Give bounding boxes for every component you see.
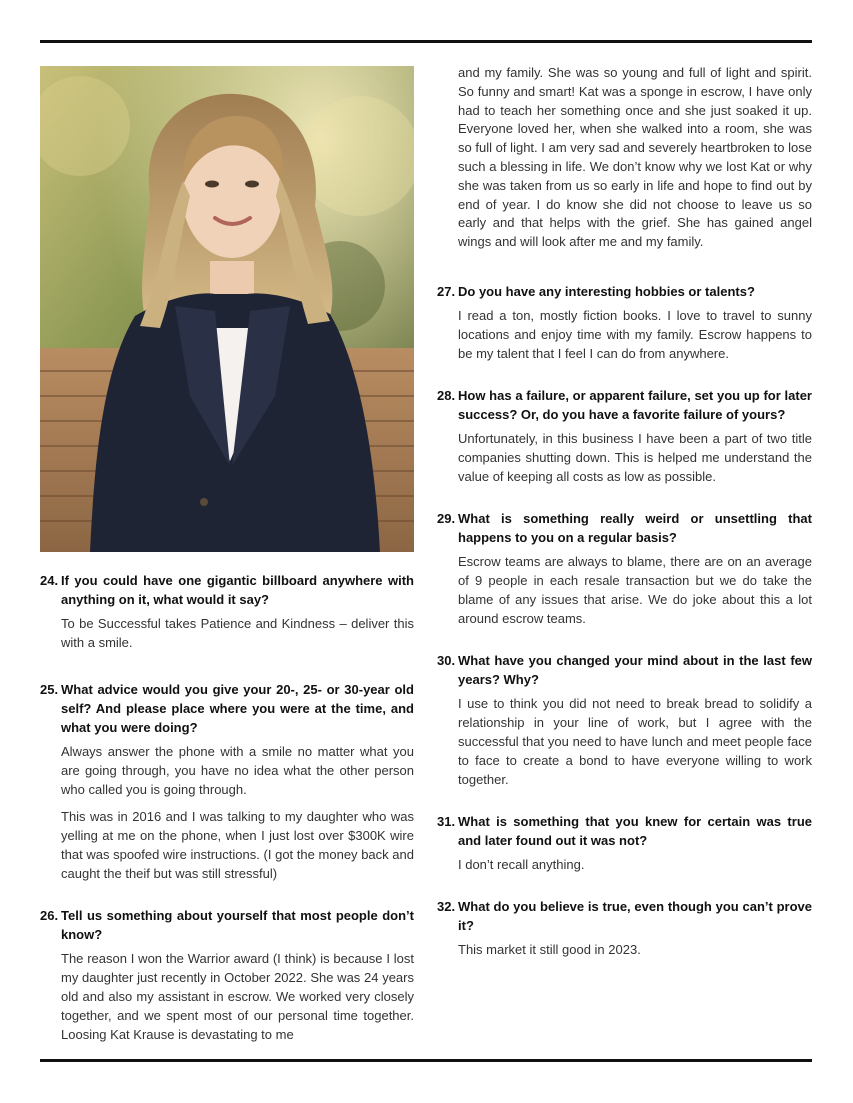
- qa-item-27: [437, 282, 812, 363]
- question-number: 29.: [437, 510, 456, 526]
- question-number: 24.: [40, 573, 59, 588]
- question-text: What do you believe is true, even though you can’t prove it?: [458, 898, 812, 933]
- answer-text: Always answer the phone with a smile no matter what you are going through, you have no idea what the other person who called you is going through.: [61, 744, 414, 797]
- bottom-rule: [40, 1059, 812, 1062]
- answer-text: This was in 2016 and I was talking to my daughter who was yelling at me on the phone, when I just lost over $300K wire that was spoofed wire instructions. (I got the money back and caught the theif but was still stressful): [61, 809, 414, 881]
- right-column: [437, 64, 812, 982]
- question-text: How has a failure, or apparent failure, set you up for later success? Or, do you have a favorite failure of yours?: [458, 387, 812, 422]
- question-25: [40, 680, 414, 737]
- question-number: 32.: [437, 898, 456, 914]
- question-number: 25.: [40, 682, 59, 697]
- qa-item-25: [40, 680, 414, 883]
- question-text: What is something really weird or unsettling that happens to you on a regular basis?: [458, 510, 812, 545]
- answer-text: I read a ton, mostly fiction books. I love to travel to sunny locations and enjoy time with my family. Escrow happens to be my talent that I feel I can do from anywhere.: [458, 307, 812, 361]
- question-28: [437, 386, 812, 424]
- qa-item-31: [437, 812, 812, 874]
- answer-text: To be Successful takes Patience and Kindness – deliver this with a smile.: [61, 616, 414, 650]
- question-text: What have you changed your mind about in the last few years? Why?: [458, 652, 812, 687]
- question-26: [40, 906, 414, 944]
- answer-continuation: and my family. She was so young and full of light and spirit. So funny and smart! Kat was a sponge in escrow, I have only had to teach her something once and she just soaked it up. Everyone loved her, when she walked into a room, she was so full of light. I am very sad and severely heartbroken to lose such a blessing in life. We don’t know why we lost Kat or why she was taken from us so early in life and hope to find out by end of year. I do know she did not choose to leave us so early and that helps with the grief. She has gained angel wings and will look after me and my family.: [458, 65, 812, 250]
- qa-item-29: [437, 509, 812, 628]
- question-number: 30.: [437, 652, 456, 668]
- qa-item-24: [40, 571, 414, 652]
- question-text: What advice would you give your 20-, 25- or 30-year old self? And please place where you were at the time, and what you were doing?: [61, 682, 414, 735]
- question-text: If you could have one gigantic billboard anywhere with anything on it, what would it say?: [61, 573, 414, 607]
- qa-item-30: [437, 651, 812, 789]
- question-31: [437, 812, 812, 850]
- question-text: What is something that you knew for certain was true and later found out it was not?: [458, 813, 812, 848]
- answer-text: I don’t recall anything.: [458, 856, 585, 872]
- question-number: 26.: [40, 908, 59, 923]
- question-32: [437, 897, 812, 935]
- question-text: Do you have any interesting hobbies or talents?: [458, 283, 755, 299]
- question-24: [40, 571, 414, 609]
- question-30: [437, 651, 812, 689]
- answer-text: The reason I won the Warrior award (I think) is because I lost my daughter just recently in October 2022. She was 24 years old and also my assistant in escrow. We worked very closely together, and we spent most of our personal time together. Loosing Kat Krause is devastating to me: [61, 951, 414, 1042]
- top-rule: [40, 40, 812, 43]
- answer-text: This market it still good in 2023.: [458, 941, 641, 957]
- qa-item-28: [437, 386, 812, 486]
- qa-item-26: [40, 906, 414, 1044]
- question-27: [437, 282, 812, 301]
- question-number: 31.: [437, 813, 456, 829]
- answer-text: Escrow teams are always to blame, there are on an average of 9 people in each resale transaction but we do take the blame of any issues that arise. We do joke about this a lot around escrow teams.: [458, 553, 812, 626]
- answer-text: Unfortunately, in this business I have been a part of two title companies shutting down. This is helped me understand the value of keeping all costs as low as possible.: [458, 430, 812, 484]
- question-29: [437, 509, 812, 547]
- portrait-photo: [40, 66, 414, 552]
- question-number: 28.: [437, 387, 456, 403]
- question-number: 27.: [437, 283, 456, 299]
- qa-item-32: [437, 897, 812, 959]
- question-text: Tell us something about yourself that most people don’t know?: [61, 908, 414, 942]
- answer-text: I use to think you did not need to break bread to solidify a relationship in your line of work, but I agree with the successful that you need to have lunch and meet people face to face to create a bond to have everyone willing to work together.: [458, 695, 812, 787]
- left-column: [40, 571, 414, 1067]
